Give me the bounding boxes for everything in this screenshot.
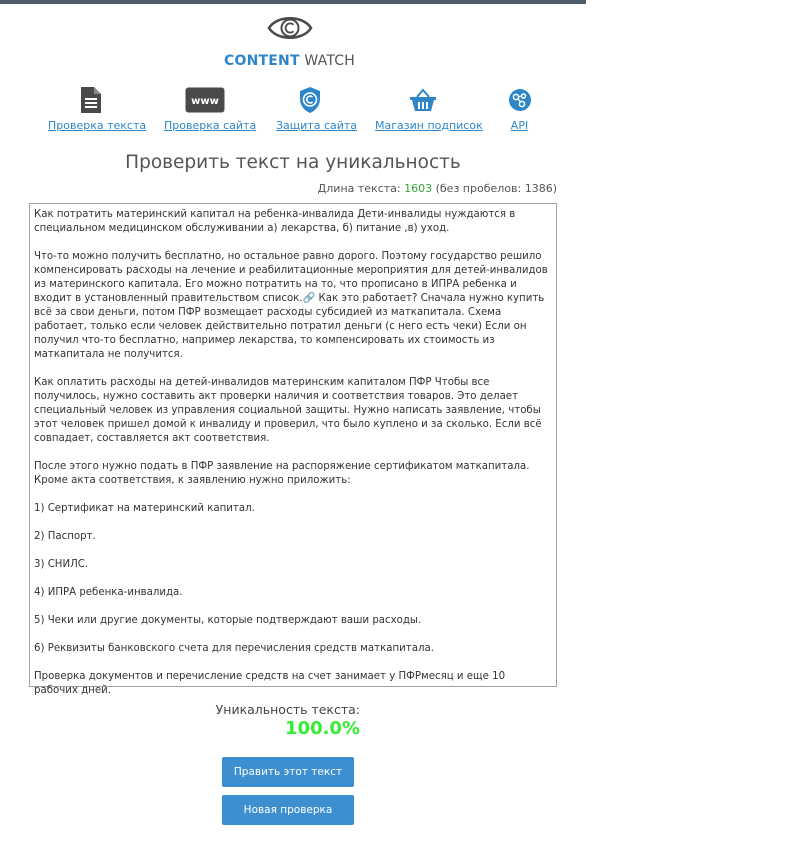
nav-item-site-protection[interactable] [276,86,358,132]
text-paragraph: 4) ИПРА ребенка-инвалида. [34,587,183,598]
nav-link-text-check[interactable]: Проверка текста [48,119,147,132]
uniqueness-value: 100.0% [285,718,360,739]
main-nav [0,86,586,136]
nav-link-site-protection[interactable]: Защита сайта [276,119,358,132]
eye-copyright-icon [267,13,313,43]
text-paragraph: 5) Чеки или другие документы, которые подтверждают ваши расходы. [34,615,422,626]
nav-link-site-check[interactable]: Проверка сайта [164,119,257,132]
document-icon [79,86,103,114]
logo-text [222,53,357,69]
api-icon [508,88,532,112]
text-paragraph: 3) СНИЛС. [34,559,89,570]
content-watch-logo[interactable] [222,13,357,73]
text-paragraph: Как потратить материнский капитал на ребенка-инвалида Дети-инвалиды нуждаются в специальном медицинском обслуживании а) лекарства, б) питание ,в) уход. [34,209,516,234]
text-length-no-spaces: (без пробелов: 1386) [435,182,557,195]
nav-item-subscription-shop[interactable] [375,86,483,132]
page-title: Проверить текст на уникальность [125,152,461,173]
text-length-count: 1603 [404,182,433,195]
text-paragraph: 6) Реквизиты банковского счета для перечисления средств маткапитала. [34,643,434,654]
nav-item-api[interactable] [506,86,533,132]
text-length [318,182,557,195]
shield-copyright-icon [298,86,322,114]
text-paragraph: Что-то можно получить бесплатно, но остальное равно дорого. Поэтому государство решило компенсировать расходы на лечение и реабилитационные мероприятия для детей-инвалидов из материнского капитала. Его можно потратить на то, что прописано в ИПРА ребенка и входит в установленный правительством список.🔗 Как это работает? Сначала нужно купить всё за свои деньги, потом ПФР возмещает расходы субсидией из маткапитала. Схема работает, только если человек действительно потратил деньги (с него есть чеки) Если он получил что-то бесплатно, например лекарства, то компенсировать их стоимость из маткапитала не получится. [34,251,548,360]
text-paragraph: После этого нужно подать в ПФР заявление на распоряжение сертификатом маткапитала. Кроме акта соответствия, к заявлению нужно приложить: [34,461,530,486]
text-paragraph: Как оплатить расходы на детей-инвалидов материнским капиталом ПФР Чтобы все получилось, нужно составить акт проверки наличия и соответствия товаров. Это делает специальный человек из управления социальной защиты. Нужно написать заявление, чтобы этот человек пришел домой к инвалиду и проверил, что было куплено и за сколько. Если всё совпадает, составляется акт соответствия. [34,377,542,444]
uniqueness-label: Уникальность текста: [215,702,360,717]
nav-link-api[interactable]: API [510,119,529,132]
top-bar [0,0,586,4]
logo-text-watch: WATCH [304,53,355,69]
nav-item-text-check[interactable] [48,86,147,132]
checked-text-area[interactable] [29,203,557,696]
new-check-button[interactable]: Новая проверка [222,795,354,825]
nav-item-site-check[interactable] [164,86,257,132]
logo-text-content: CONTENT [224,53,300,69]
text-paragraph: 1) Сертификат на материнский капитал. [34,503,255,514]
edit-text-button[interactable]: Править этот текст [222,757,354,787]
text-paragraph: Проверка документов и перечисление средств на счет занимает у ПФРмесяц и еще 10 рабочих дней. [34,671,506,696]
basket-icon [409,88,437,112]
text-paragraph: 2) Паспорт. [34,531,96,542]
nav-link-subscription-shop[interactable]: Магазин подписок [375,119,483,132]
text-length-label: Длина текста: [317,182,401,195]
svg-text:www: www [190,96,219,107]
www-icon [185,87,225,113]
